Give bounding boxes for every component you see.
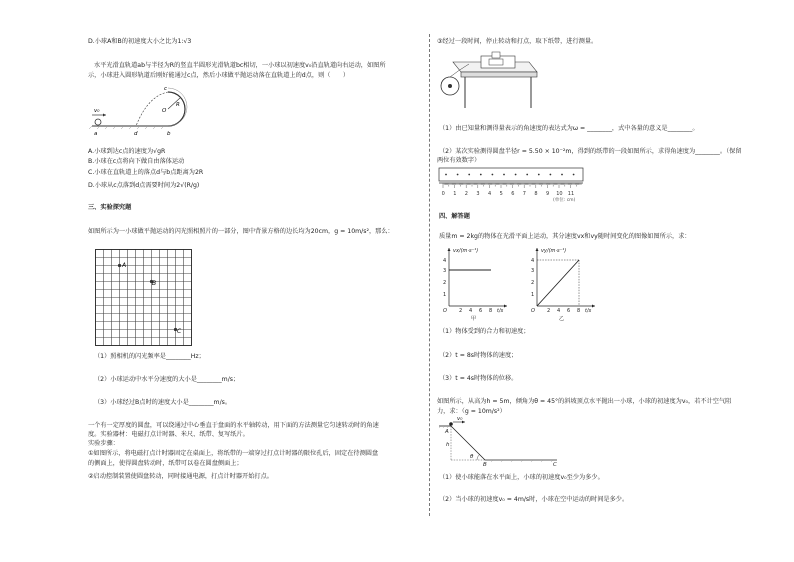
exp1-stem: 如图所示为一小球做平抛运动的闪光照相照片的一部分，图中背景方格的边长均为20cm，g = 10m/s²，那么： — [88, 228, 394, 235]
half-pipe-stem-line2: 示，小球进入圆形轨道后刚好能通过c点，然后小球做平抛运动落在直轨道上的d点，则（ ） — [88, 72, 350, 79]
exp1-q3: （3）小球经过B点时的速度大小是________m/s。 — [94, 399, 232, 406]
calc2-q1: （1）使小球能落在水平面上，小球的初速度v₀至少为多少。 — [439, 474, 604, 481]
yi-origin: O — [531, 308, 535, 314]
exp2-line2: 度。实验器材：电磁打点计时器、米尺、纸带、复写纸片。 — [88, 431, 249, 438]
yi-ytick-1: 1 — [531, 292, 535, 298]
jia-caption: 甲 — [471, 316, 477, 322]
slope-theta-label: θ — [470, 454, 474, 460]
ruler-number: 10 — [556, 191, 563, 197]
jia-xtick-2: 2 — [459, 308, 463, 314]
yi-caption: 乙 — [559, 316, 565, 322]
disc-timer-figure — [439, 48, 539, 110]
ruler-number: 4 — [488, 191, 492, 197]
jia-xtick-4: 4 — [469, 308, 473, 314]
ruler-number: 2 — [464, 191, 468, 197]
point-a-label: a — [94, 131, 98, 137]
yi-xtick-6: 6 — [567, 308, 571, 314]
option-a: A.小球到达c点的速度为√gR — [88, 148, 166, 155]
slope-c-label: C — [553, 462, 557, 468]
jia-xtick-8: 8 — [489, 308, 493, 314]
ruler-number: 5 — [499, 191, 503, 197]
exp2-line3: 实验步骤： — [88, 440, 119, 447]
exp2-q2-line1: （2）某次实验测得圆盘半径r = 5.50 × 10⁻²m，得到的纸带的一段如图所示，求得角速度为________。（保留 — [439, 148, 742, 155]
exp2-line5: 的侧面上，使得圆盘转动时，纸带可以卷在圆盘侧面上； — [88, 460, 243, 467]
option-d: D.小球从c点落到d点需要时间为2√(R/g) — [88, 182, 200, 189]
calc2-stem-line1: 如图所示，从高为h = 5m，倾角为θ = 45°的斜坡顶点水平抛出一小球，小球的初速度为v₀，若不计空气阻 — [437, 398, 732, 405]
ruler-number: 0 — [441, 191, 445, 197]
jia-ytick-3: 3 — [443, 268, 447, 274]
radius-r-label: R — [176, 102, 180, 108]
jia-ytick-2: 2 — [443, 280, 447, 286]
point-c-label: c — [164, 86, 168, 92]
flash-photo-grid — [95, 249, 193, 347]
jia-ytick-4: 4 — [443, 258, 447, 264]
slope-v0-label: v₀ — [457, 416, 463, 422]
slope-b-label: B — [483, 462, 487, 468]
column-divider — [429, 34, 430, 516]
jia-xlabel: t/s — [497, 308, 504, 314]
exp1-q1: （1）照相机的闪光频率是________Hz； — [94, 353, 205, 360]
ruler-number: 6 — [511, 191, 515, 197]
calc1-q3: （3）t = 4s时物体的位移。 — [439, 375, 518, 382]
jia-ylabel: vx/(m·s⁻¹) — [453, 248, 479, 254]
jia-xtick-6: 6 — [479, 308, 483, 314]
exp2-q1: （1）由已知量和测得量表示的角速度的表达式为ω = ________，式中各量的意义是________。 — [439, 125, 699, 132]
ruler-number: 1 — [453, 191, 457, 197]
calc1-stem: 质量m = 2kg的物体在光滑平面上运动，其分速度vx和vy随时间变化的图像如图所示，求： — [439, 233, 691, 240]
ruler-number: 11 — [567, 191, 575, 197]
center-o-label: O — [162, 108, 167, 114]
point-d-label: d — [134, 131, 138, 137]
yi-ylabel: vy/(m·s⁻¹) — [541, 248, 567, 254]
point-b-marker: B — [152, 280, 157, 287]
exp2-line4: ①如图所示，将电磁打点计时器固定在桌面上，将纸带的一端穿过打点计时器的限位孔后，固定在待测圆盘 — [88, 450, 379, 457]
yi-xlabel: t/s — [585, 308, 592, 314]
ruler-number: 9 — [546, 191, 550, 197]
yi-xtick-4: 4 — [557, 308, 561, 314]
option-c: C.小球在直轨道上的落点d与b点距离为2R — [88, 169, 204, 176]
calc1-q2: （2）t = 8s时物体的速度； — [439, 352, 518, 359]
ruler-tape-figure — [437, 166, 585, 204]
ruler-number: 7 — [522, 191, 526, 197]
yi-ytick-4: 4 — [531, 258, 535, 264]
step3-text: ③经过一段时间，停止转动和打点，取下纸带，进行测量。 — [437, 38, 598, 45]
slope-h-label: h — [446, 442, 450, 448]
section-three-heading: 三、实验探究题 — [88, 204, 132, 211]
half-pipe-stem-line1: 水平光滑直轨道ab与半径为R的竖直半圆形光滑轨道bc相切，一小球以初速度v₀沿直轨道向右运动，如图所 — [94, 62, 386, 69]
ruler-number: 3 — [476, 191, 480, 197]
section-four-heading: 四、解答题 — [439, 213, 470, 220]
yi-xtick-8: 8 — [577, 308, 581, 314]
graph-yi — [529, 244, 599, 322]
point-a-marker: A — [122, 262, 127, 269]
jia-origin: O — [443, 308, 447, 314]
slope-a-label: A — [445, 429, 449, 435]
exp2-line6: ②启动控制装置使圆盘转动，同时接通电源，打点计时器开始打点。 — [88, 473, 273, 480]
calc1-q1: （1）物体受到的合力和初速度； — [439, 328, 530, 335]
option-b: B.小球在c点将向下做自由落体运动 — [88, 158, 185, 165]
graph-jia — [441, 244, 511, 322]
yi-ytick-2: 2 — [531, 280, 535, 286]
option-d-text: D.小球A和B的初速度大小之比为1:√3 — [88, 38, 192, 45]
calc2-q2: （2）当小球的初速度v₀ = 4m/s时，小球在空中运动的时间是多少。 — [439, 496, 629, 503]
ruler-unit-label: (单位: cm) — [553, 198, 576, 203]
v0-label: v₀ — [94, 108, 100, 114]
yi-ytick-3: 3 — [531, 268, 535, 274]
slope-figure — [437, 418, 559, 466]
exp2-q2-line2: 两位有效数字） — [437, 157, 481, 164]
exp1-q2: （2）小球运动中水平分速度的大小是________m/s； — [94, 376, 240, 383]
jia-ytick-1: 1 — [443, 292, 447, 298]
point-c-marker: C — [177, 328, 182, 335]
yi-xtick-2: 2 — [547, 308, 551, 314]
half-pipe-figure — [88, 82, 198, 140]
exp2-line1: 一个有一定厚度的圆盘，可以绕通过中心垂直于盘面的水平轴转动，用下面的方法测量它匀速转动时的角速 — [88, 422, 379, 429]
ruler-number: 8 — [534, 191, 538, 197]
point-b-label: b — [167, 131, 171, 137]
calc2-stem-line2: 力，求：（g = 10m/s²） — [437, 408, 506, 415]
